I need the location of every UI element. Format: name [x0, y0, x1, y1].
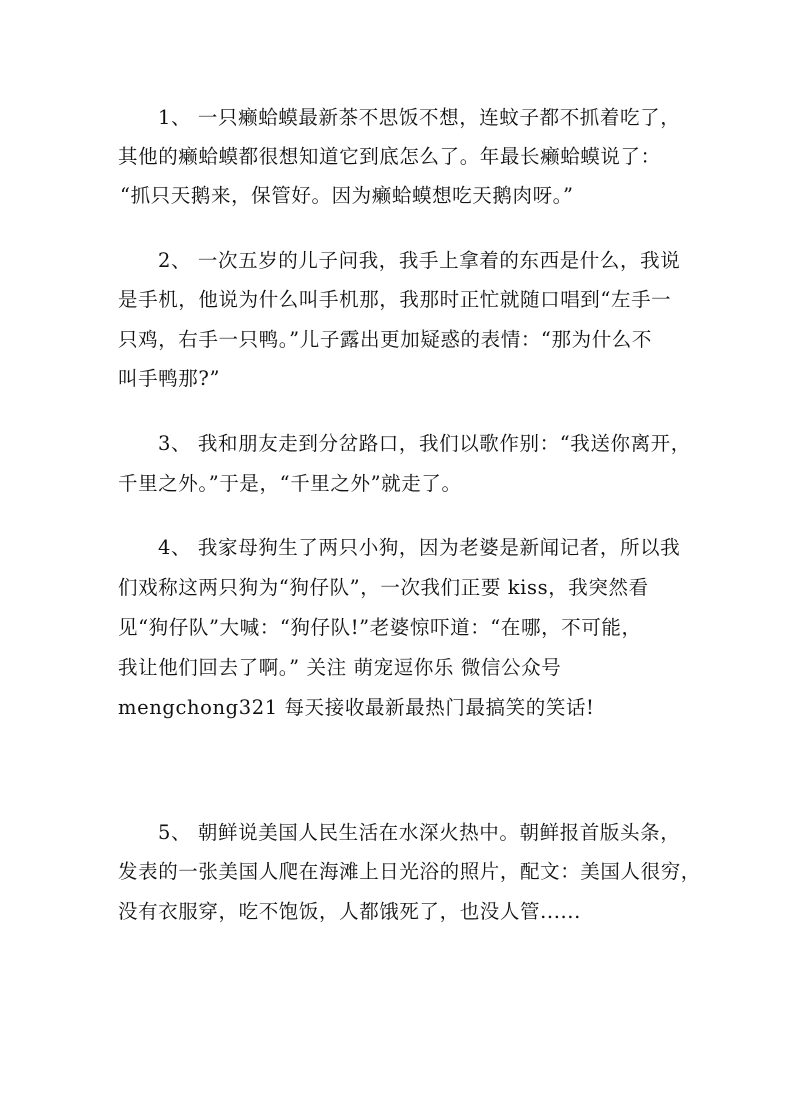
paragraph-4-line-1: 4、 我家母狗生了两只小狗，因为老婆是新闻记者，所以我	[158, 536, 681, 559]
paragraph-1-line-3: “抓只天鹅来，保管好。因为癞蛤蟆想吃天鹅肉呀。”	[120, 184, 574, 207]
paragraph-2-line-3: 只鸡，右手一只鸭。”儿子露出更加疑惑的表情：“那为什么不	[118, 328, 652, 351]
paragraph-3-line-2: 千里之外。”于是，“千里之外”就走了。	[118, 472, 462, 495]
paragraph-5-line-3: 没有衣服穿，吃不饱饭，人都饿死了，也没人管......	[118, 900, 581, 923]
paragraph-3-line-1: 3、 我和朋友走到分岔路口，我们以歌作别：“我送你离开，	[158, 432, 691, 455]
paragraph-1-line-1: 1、 一只癞蛤蟆最新茶不思饭不想，连蚊子都不抓着吃了，	[158, 106, 681, 129]
paragraph-4-line-4: 我让他们回去了啊。” 关注 萌宠逗你乐 微信公众号	[118, 656, 562, 679]
paragraph-4-line-2: 们戏称这两只狗为“狗仔队”，一次我们正要 kiss，我突然看	[118, 576, 649, 599]
paragraph-5-line-2: 发表的一张美国人爬在海滩上日光浴的照片，配文：美国人很穷，	[118, 860, 701, 883]
paragraph-5-line-1: 5、 朝鲜说美国人民生活在水深火热中。朝鲜报首版头条，	[158, 821, 681, 844]
paragraph-2-line-4: 叫手鸭那?”	[118, 367, 221, 390]
paragraph-4-line-5: mengchong321 每天接收最新最热门最搞笑的笑话!	[118, 696, 595, 719]
paragraph-2-line-2: 是手机，他说为什么叫手机那，我那时正忙就随口唱到“左手一	[118, 288, 672, 311]
paragraph-1-line-2: 其他的癞蛤蟆都很想知道它到底怎么了。年最长癞蛤蟆说了：	[118, 145, 661, 168]
paragraph-2-line-1: 2、 一次五岁的儿子问我，我手上拿着的东西是什么，我说	[158, 249, 681, 272]
paragraph-4-line-3: 见“狗仔队”大喊：“狗仔队!”老婆惊吓道：“在哪，不可能，	[118, 616, 642, 639]
